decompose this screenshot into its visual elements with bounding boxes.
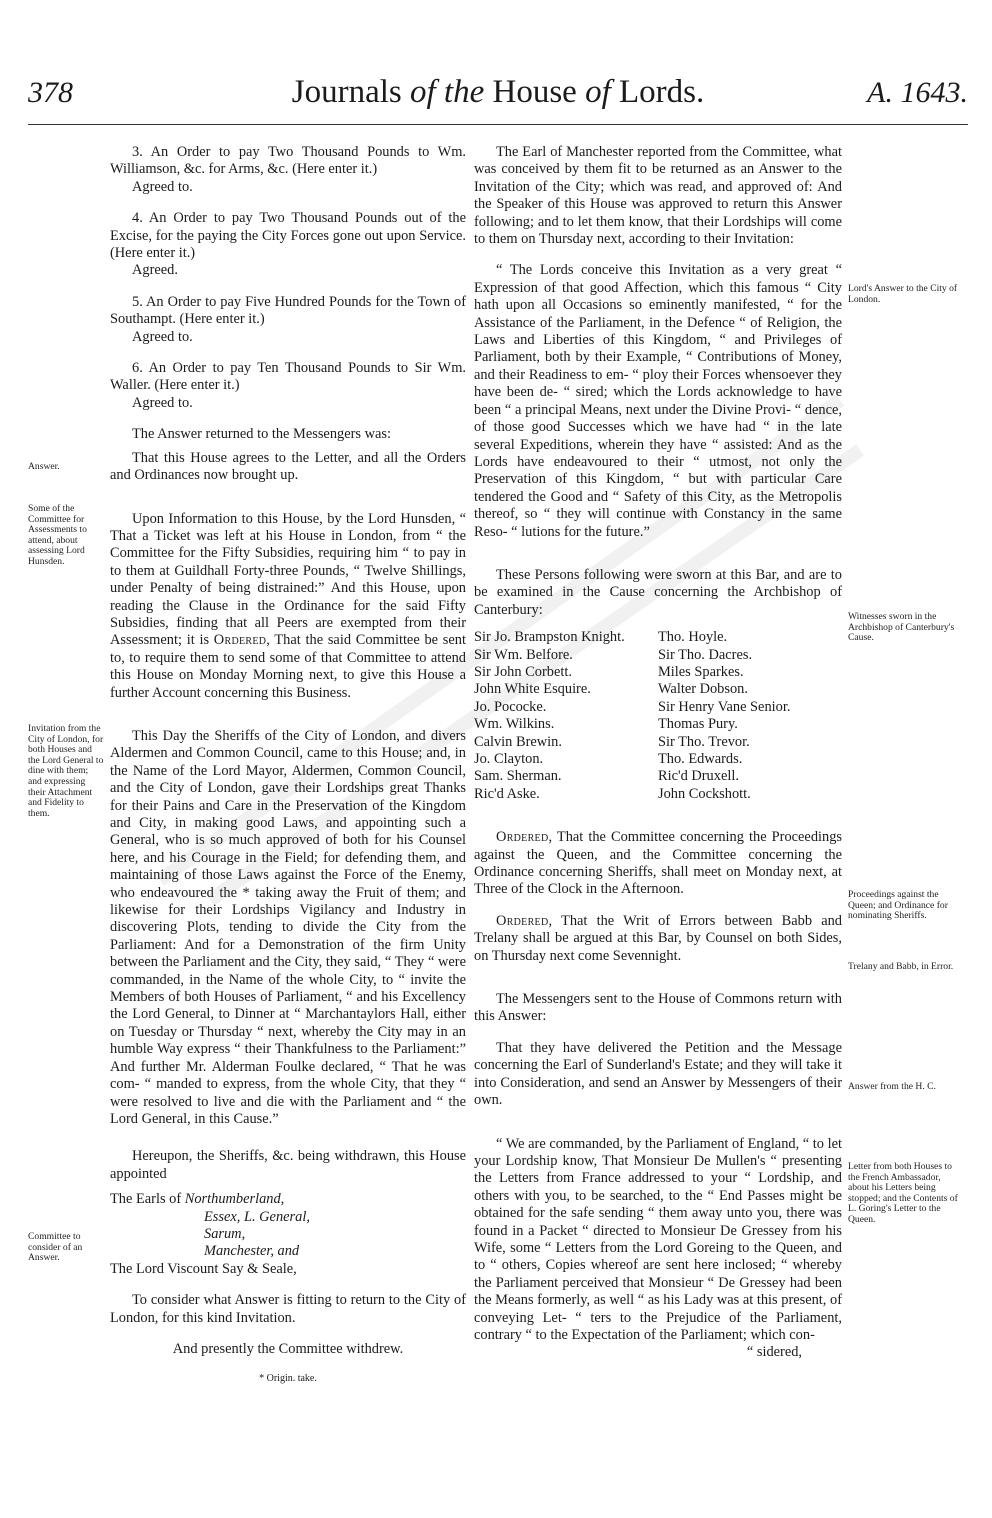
witness-name: Sir Henry Vane Senior. xyxy=(658,698,791,715)
witness-name: Walter Dobson. xyxy=(658,681,748,698)
left-column xyxy=(110,144,466,1388)
earl-essex: Essex, L. General, xyxy=(204,1208,310,1225)
witness-names-col2 xyxy=(658,629,842,803)
witness-name: Wm. Wilkins. xyxy=(474,716,555,733)
witness-name: Sir Tho. Dacres. xyxy=(658,646,753,663)
order-4: 4. An Order to pay Two Thousand Pounds out of the Excise, for the paying the City Forces gone out upon Service. (Here enter it.) xyxy=(110,210,466,262)
ordered-committees: Ordered, That the Committee concerning the Proceedings against the Queen, and the Committee concerning the Ordinance concerning Sheriffs, shall meet on Monday next, at Three of the Clock in the Afternoon. xyxy=(474,829,842,898)
witness-name: Tho. Hoyle. xyxy=(658,629,728,646)
order-3-agreed: Agreed to. xyxy=(132,178,193,195)
witness-names xyxy=(474,629,842,803)
viscount-say: The Lord Viscount Say & Seale, xyxy=(110,1260,297,1277)
margin-note-answer-hc: Answer from the H. C. xyxy=(848,1081,936,1092)
margin-note-invitation: Invitation from the City of London, for both Houses and the Lord General to dine with them; and expressing their Attachment and Fidelity to them. xyxy=(28,723,104,819)
order-4-agreed: Agreed. xyxy=(132,262,178,279)
witness-name: John Cockshott. xyxy=(658,785,751,802)
witness-name: Jo. Pococke. xyxy=(474,698,547,715)
right-column xyxy=(474,144,842,1362)
witness-name: Sir John Corbett. xyxy=(474,663,572,680)
witness-name: Sir Wm. Belfore. xyxy=(474,646,573,663)
messengers-return: The Messengers sent to the House of Commons return with this Answer: xyxy=(474,991,842,1025)
ordered-word: Ordered xyxy=(213,632,267,649)
sheriffs-paragraph: This Day the Sheriffs of the City of London, and divers Aldermen and Common Council, came to this House; and, in the Name of the Lord Mayor, Aldermen, Common Council, and the City of London, gave their Lordships great Thanks for their Pains and Care in the Preservation of the Kingdom and City, in making good Laws, and appointing such a General, who is so much approved of both for his Counsel here, and his Courage in the Field; for defending them, and maintaining of those Laws against the Force of the Enemy, who endeavoured the * taking away the Fruit of them; and likewise for their Lordships Vigilancy and Industry in discovering Plots, tending to divide the City from the Parliament: And for a Demonstration of the firm Unity between the Parliament and the City, they said, “ They “ were commanded, in the Name of the whole City, to “ invite the Members of both Houses of Parliament, “ and his Excellency the Lord General, to Dinner at “ Marchantaylors Hall, either on Tuesday or Thursday “ next, whereby the City may in an humble Way express “ their Thankfulness to the Parliament:” And further Mr. Alderman Foulke declared, “ That he was com- “ manded to express, from the whole City, that they “ were resolved to live and die with the Parliament and “ the Lord General, in this Cause.” xyxy=(110,727,466,1127)
manchester-report: The Earl of Manchester reported from the Committee, what was conceived by them fit to be returned as an Answer to the Invitation of the City; which was read, and approved of: And the Speaker of this House was approved to return this Answer following; and to let them know, that their Lordships will come to them on Thursday next, according to their Invitation: xyxy=(474,144,842,248)
earls-lead: The Earls of xyxy=(110,1191,182,1208)
witness-name: Ric'd Druxell. xyxy=(658,768,739,785)
committee-list xyxy=(110,1191,466,1278)
witness-name: John White Esquire. xyxy=(474,681,591,698)
catchword: “ sidered, xyxy=(746,1344,802,1361)
witnesses-intro: These Persons following were sworn at this Bar, and are to be examined in the Cause concerning the Archbishop of Canterbury: xyxy=(474,566,842,618)
witness-name: Calvin Brewin. xyxy=(474,733,562,750)
order-6-agreed: Agreed to. xyxy=(132,394,193,411)
ordered-writ: Ordered, That the Writ of Errors between Babb and Trelany shall be argued at this Bar, by Counsel on both Sides, on Thursday next come Sevennight. xyxy=(474,912,842,964)
consider-paragraph: To consider what Answer is fitting to return to the City of London, for this kind Invitation. xyxy=(110,1292,466,1326)
witness-name: Tho. Edwards. xyxy=(658,751,743,767)
earl-manchester: Manchester, and xyxy=(204,1243,300,1260)
witness-name: Sam. Sherman. xyxy=(474,768,562,785)
letter-text: “ We are commanded, by the Parliament of England, “ to let your Lordship know, That Monsieur De Mullen's “ presenting the Letters from France addressed to your “ Lordship, and others with you, to be searched, to the “ End Passes might be obtained for the safe sending “ them away unto you, there was found in a Packet “ directed to Monsieur De Gressey from his Wife, some “ Letters from the Lord Goreing to the Queen, and to “ others, Copies whereof are sent here inclosed; “ whereby the Parliament perceived that Monsieur “ De Gressey had been the Means formerly, as well “ as his Lady was at this present, of conveying Let- “ ters to the Prejudice of the Parliament, contrary “ to the Expectation of the Parliament; which con- xyxy=(474,1135,842,1343)
witness-name: Sir Jo. Brampston Knight. xyxy=(474,629,625,646)
earl-northumberland: Northumberland, xyxy=(184,1191,285,1208)
margin-note-proceedings: Proceedings against the Queen; and Ordinance for nominating Sheriffs. xyxy=(848,889,948,922)
page-number: 378 xyxy=(28,76,73,109)
margin-note-trelany: Trelany and Babb, in Error. xyxy=(848,961,954,972)
hunsden-paragraph: Upon Information to this House, by the Lord Hunsden, “ That a Ticket was left at his House in London, from “ the Committee for the Fifty Subsidies, requiring him “ to pay in to them at Guildhall Forty-three Pounds, “ Twelve Shillings, under Penalty of being distrained:” And this House, upon reading the Clause in the Ordinance for the said Fifty Subsidies, finding that all Peers are exempted from their Assessment; it is Ordered, That the said Committee be sent to, to require them to send some of that Committee to attend this House on Monday Morning next, to give this House a further Account concerning this Business. xyxy=(110,510,466,701)
page-header xyxy=(28,74,968,118)
ordered-word: Ordered xyxy=(496,829,549,846)
answer-text: That this House agrees to the Letter, and all the Orders and Ordinances now brought up. xyxy=(110,449,466,484)
withdrew-line: And presently the Committee withdrew. xyxy=(172,1340,404,1357)
order-6: 6. An Order to pay Ten Thousand Pounds to Sir Wm. Waller. (Here enter it.) xyxy=(110,360,466,394)
witness-name: Ric'd Aske. xyxy=(474,785,540,802)
margin-note-committee-answer: Committee to consider of an Answer. xyxy=(28,1231,83,1264)
answer-intro: The Answer returned to the Messengers was: xyxy=(132,426,391,443)
earl-sarum: Sarum, xyxy=(204,1225,246,1242)
page-year: A. 1643. xyxy=(867,76,968,109)
witness-name: Sir Tho. Trevor. xyxy=(658,733,750,750)
hereupon-paragraph: Hereupon, the Sheriffs, &c. being withdrawn, this House appointed xyxy=(110,1148,466,1182)
witness-names-col1 xyxy=(474,629,658,803)
margin-note-answer: Answer. xyxy=(28,461,60,472)
witness-name: Jo. Clayton. xyxy=(474,751,544,767)
running-title: Journals of the House of Lords. xyxy=(291,74,705,110)
header-rule xyxy=(28,124,968,125)
order-3: 3. An Order to pay Two Thousand Pounds to Wm. Williamson, &c. for Arms, &c. (Here enter it.) xyxy=(110,144,466,178)
ordered-word: Ordered xyxy=(496,912,549,929)
margin-note-letter: Letter from both Houses to the French Ambassador, about his Letters being stopped; and the Contents of L. Goring's Letter to the Queen. xyxy=(848,1161,958,1225)
margin-note-lords-answer: Lord's Answer to the City of London. xyxy=(848,283,958,305)
witness-name: Miles Sparkes. xyxy=(658,663,744,680)
margin-note-witnesses: Witnesses sworn in the Archbishop of Canterbury's Cause. xyxy=(848,611,955,644)
order-5-agreed: Agreed to. xyxy=(132,328,193,345)
footnote: * Origin. take. xyxy=(259,1373,317,1385)
order-5: 5. An Order to pay Five Hundred Pounds for the Town of Southampt. (Here enter it.) xyxy=(110,293,466,328)
margin-note-committee-hunsden: Some of the Committee for Assessments to attend, about assessing Lord Hunsden. xyxy=(28,503,87,567)
witness-name: Thomas Pury. xyxy=(658,716,738,733)
delivered-paragraph: That they have delivered the Petition and the Message concerning the Earl of Sunderland's Estate; and they will take it into Consideration, and send an Answer by Messengers of their own. xyxy=(474,1039,842,1109)
lords-answer-text: “ The Lords conceive this Invitation as a very great “ Expression of that good Affection, which this famous “ City hath upon all Occasions so eminently manifested, “ for the Assistance of the Parliament, in the Defence “ of Religion, the Laws and Liberties of this Kingdom, “ and Privileges of Parliament, both by their Example, “ Contributions of Money, and their Readiness to em- “ ploy their Forces whensoever they have been de- “ sired; which the Lords acknowledge to have been “ a principal Means, next under the Divine Provi- “ dence, of those good Successes which we have had “ in the late several Expeditions, wherein they have “ assisted: And as the Lords have endeavoured to their “ utmost, not only the Preservation of this Kingdom, “ but with particular Care tendered the Good and “ Safety of this City, as the Metropolis thereof, so “ they will continue with Constancy in the same Reso- “ lutions for the future.” xyxy=(474,262,842,540)
